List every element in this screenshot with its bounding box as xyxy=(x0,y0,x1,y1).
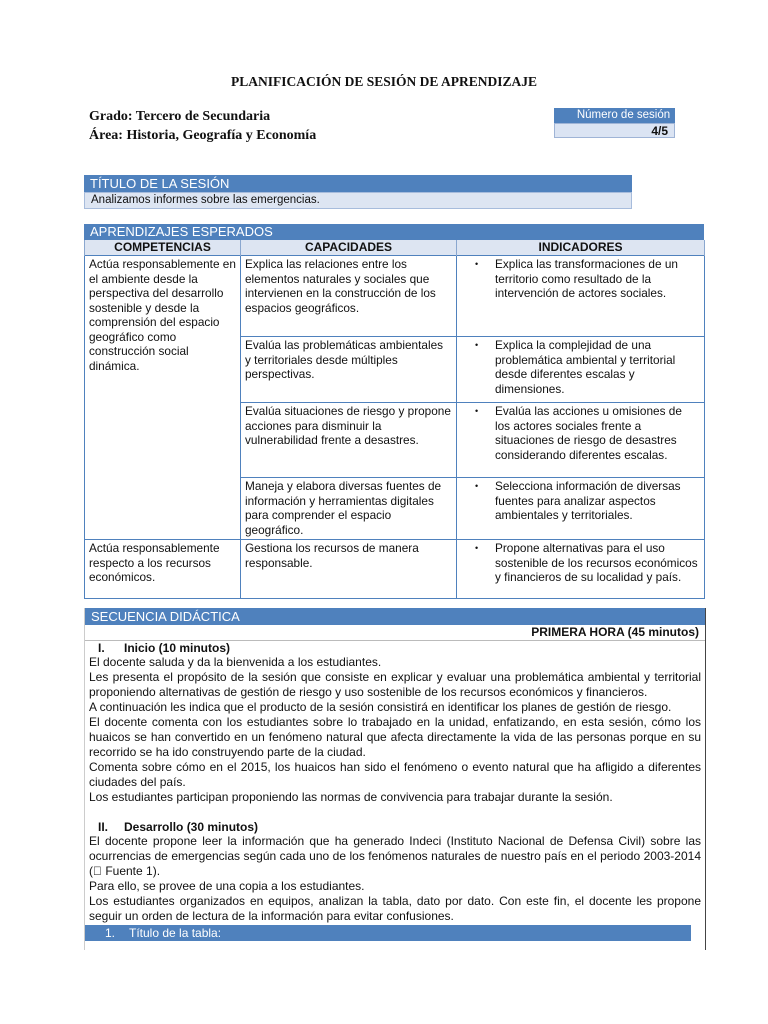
paragraph: Les presenta el propósito de la sesión que consiste en explicar y evaluar una problemática ambiental y territorial proponiendo alternativas de gestión de riesgo y uso sostenible de los recursos económicos y financieros. xyxy=(89,670,701,699)
paragraph: El docente propone leer la información que ha generado Indeci (Instituto Nacional de Defensa Civil) sobre las ocurrencias de emergencias según cada uno de los fenómenos naturales de nuestro país en el periodo 2003-2014 ( Fuente 1). xyxy=(89,834,701,878)
bullet-icon: • xyxy=(475,406,479,416)
bullet-icon: • xyxy=(475,481,479,491)
bullet-icon: • xyxy=(475,543,479,553)
paragraph: El docente saluda y da la bienvenida a los estudiantes. xyxy=(89,655,382,669)
first-hour-label: PRIMERA HORA (45 minutos) xyxy=(85,625,705,641)
table-title-list-item: 1. Título de la tabla: xyxy=(85,925,691,941)
indicador-cell: • Explica las transformaciones de un territorio como resultado de la intervención de actores sociales. xyxy=(457,256,705,337)
paragraph: A continuación les indica que el producto de la sesión consistirá en identificar los planes de gestión de riesgo. xyxy=(89,700,672,714)
paragraph: El docente comenta con los estudiantes sobre lo trabajado en la unidad, enfatizando, en esta sesión, cómo los huaicos se han convertido en un fenómeno natural que afecta directamente la vida de las personas porque en su recorrido se ha ido construyendo parte de la ciudad. xyxy=(89,715,701,759)
grade-label: Grado: Tercero de Secundaria xyxy=(89,109,271,124)
bullet-icon: • xyxy=(475,340,479,350)
table-row xyxy=(85,256,705,337)
indicador-cell: • Propone alternativas para el uso sostenible de los recursos económicos y financieros de su localidad y país. xyxy=(457,540,705,599)
paragraph: Los estudiantes organizados en equipos, analizan la tabla, dato por dato. Con este fin, el docente les propone seguir un orden de lectura de la información para evitar confusiones. xyxy=(89,894,701,923)
paragraph: Los estudiantes participan proponiendo las normas de convivencia para trabajar durante la sesión. xyxy=(89,790,613,804)
table-row xyxy=(85,540,705,599)
capacidad-cell: Gestiona los recursos de manera responsable. xyxy=(241,540,457,599)
page-title: PLANIFICACIÓN DE SESIÓN DE APRENDIZAJE xyxy=(230,74,538,89)
session-title-header: TÍTULO DE LA SESIÓN xyxy=(84,175,632,192)
session-title-value: Analizamos informes sobre las emergencias. xyxy=(84,192,632,209)
bullet-icon: • xyxy=(475,259,479,269)
desarrollo-heading: II. Desarrollo (30 minutos) xyxy=(98,820,259,834)
desarrollo-body xyxy=(85,834,705,924)
indicador-cell: • Explica la complejidad de una problemática ambiental y territorial desde diferentes escalas y dimensiones. xyxy=(457,337,705,403)
expected-learning-header: APRENDIZAJES ESPERADOS xyxy=(84,224,704,240)
indicador-cell: • Evalúa las acciones u omisiones de los actores sociales frente a situaciones de riesgo de desastres considerando diferentes escalas. xyxy=(457,403,705,478)
area-label: Área: Historia, Geografía y Economía xyxy=(89,128,317,143)
session-number-box xyxy=(554,108,675,138)
column-header-indicadores: INDICADORES xyxy=(457,240,705,256)
expected-learning-section xyxy=(84,224,704,599)
paragraph: Para ello, se provee de una copia a los estudiantes. xyxy=(89,879,365,893)
capacidad-cell: Evalúa situaciones de riesgo y propone acciones para disminuir la vulnerabilidad frente a desastres. xyxy=(241,403,457,478)
session-number-value: 4/5 xyxy=(554,123,675,138)
learning-table xyxy=(84,240,705,599)
table-header-row xyxy=(85,240,705,256)
didactic-sequence-section xyxy=(84,608,706,950)
competencia-cell: Actúa responsablemente en el ambiente desde la perspectiva del desarrollo sostenible y desde la comprensión del espacio geográfico como construcción social dinámica. xyxy=(85,256,241,540)
didactic-sequence-header: SECUENCIA DIDÁCTICA xyxy=(85,608,705,625)
paragraph: Comenta sobre cómo en el 2015, los huaicos han sido el fenómeno o evento natural que ha afligido a diferentes ciudades del país. xyxy=(89,760,701,789)
column-header-competencias: COMPETENCIAS xyxy=(85,240,241,256)
session-title-section xyxy=(84,175,632,209)
inicio-body xyxy=(85,655,705,805)
capacidad-cell: Maneja y elabora diversas fuentes de información y herramientas digitales para comprender el espacio geográfico. xyxy=(241,478,457,540)
competencia-cell: Actúa responsablemente respecto a los recursos económicos. xyxy=(85,540,241,599)
capacidad-cell: Evalúa las problemáticas ambientales y territoriales desde múltiples perspectivas. xyxy=(241,337,457,403)
indicador-cell: • Selecciona información de diversas fuentes para analizar aspectos ambientales y territoriales. xyxy=(457,478,705,540)
inicio-heading: I. Inicio (10 minutos) xyxy=(98,641,231,655)
capacidad-cell: Explica las relaciones entre los elementos naturales y sociales que intervienen en la construcción de los espacios geográficos. xyxy=(241,256,457,337)
session-number-label: Número de sesión xyxy=(554,108,675,123)
column-header-capacidades: CAPACIDADES xyxy=(241,240,457,256)
